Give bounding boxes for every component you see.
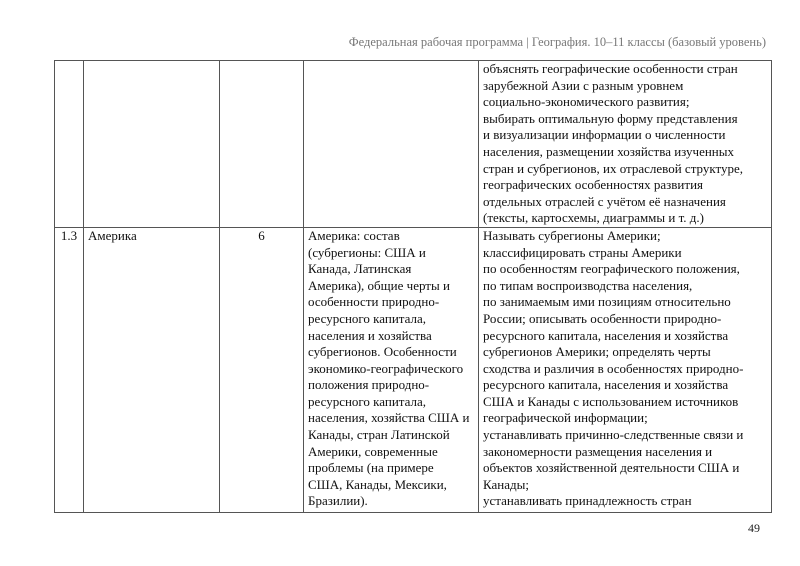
cell-topic: Америка xyxy=(84,227,220,512)
cell-number xyxy=(55,61,84,228)
cell-hours xyxy=(220,61,304,228)
cell-content xyxy=(304,61,479,228)
cell-topic xyxy=(84,61,220,228)
table-row xyxy=(55,61,772,228)
running-header: Федеральная рабочая программа | География. 10–11 классы (базовый уровень) xyxy=(348,35,766,49)
curriculum-table xyxy=(54,60,772,513)
cell-activities: объяснять географические особенности стран зарубежной Азии с разным уровнем социально-экономического развития; выбирать оптимальную форму представления и визуализации информации о численности населения, размещении хозяйства изученных стран и субрегионов, их отраслевой структуре, географических особенностях развития отдельных отраслей с учётом её назначения (тексты, картосхемы, диаграммы и т. д.) xyxy=(479,61,772,228)
cell-activities: Называть субрегионы Америки; классифицировать страны Америки по особенностям географического положения, по типам воспроизводства населения, по занимаемым ими позициям относительно России; описывать особенности природно- ресурсного капитала, населения и хозяйства субрегионов Америки; определять черты сходства и различия в особенностях природно- ресурсного капитала, населения и хозяйства США и Канады с использованием источников географической информации; устанавливать причинно-следственные связи и закономерности размещения населения и объектов хозяйственной деятельности США и Канады; устанавливать принадлежность стран xyxy=(479,227,772,512)
cell-content: Америка: состав (субрегионы: США и Канада, Латинская Америка), общие черты и особенности природно- ресурсного капитала, населения и хозяйства субрегионов. Особенности экономико-географического положения природно- ресурсного капитала, населения, хозяйства США и Канады, стран Латинской Америки, современные проблемы (на примере США, Канады, Мексики, Бразилии). xyxy=(304,227,479,512)
table-row xyxy=(55,227,772,512)
cell-number: 1.3 xyxy=(55,227,84,512)
cell-hours: 6 xyxy=(220,227,304,512)
page-number: 49 xyxy=(748,521,760,535)
